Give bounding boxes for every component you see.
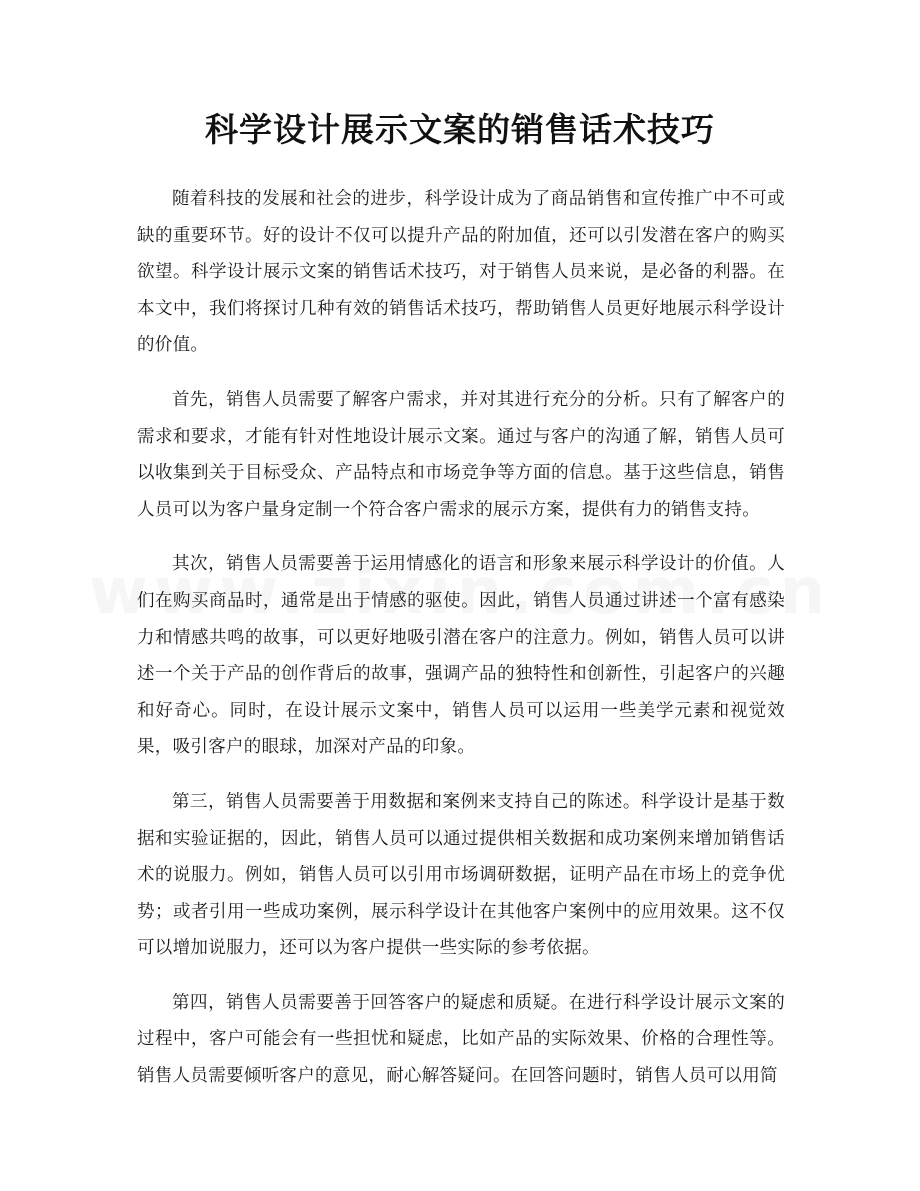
- document-title: 科学设计展示文案的销售话术技巧: [205, 110, 715, 149]
- paragraph-intro: 随着科技的发展和社会的进步，科学设计成为了商品销售和宣传推广中不可或缺的重要环节。好的设计不仅可以提升产品的附加值，还可以引发潜在客户的购买欲望。科学设计展示文案的销售话术技巧，对于销售人员来说，是必备的利器。在本文中，我们将探讨几种有效的销售话术技巧，帮助销售人员更好地展示科学设计的价值。: [137, 189, 785, 356]
- paragraph-second: 其次，销售人员需要善于运用情感化的语言和形象来展示科学设计的价值。人们在购买商品时，通常是出于情感的驱使。因此，销售人员通过讲述一个富有感染力和情感共鸣的故事，可以更好地吸引潜在客户的注意力。例如，销售人员可以讲述一个关于产品的创作背后的故事，强调产品的独特性和创新性，引起客户的兴趣和好奇心。同时，在设计展示文案中，销售人员可以运用一些美学元素和视觉效果，吸引客户的眼球，加深对产品的印象。: [137, 554, 785, 758]
- document-body: [137, 181, 785, 1113]
- paragraph-first: 首先，销售人员需要了解客户需求，并对其进行充分的分析。只有了解客户的需求和要求，才能有针对性地设计展示文案。通过与客户的沟通了解，销售人员可以收集到关于目标受众、产品特点和市场竞争等方面的信息。基于这些信息，销售人员可以为客户量身定制一个符合客户需求的展示方案，提供有力的销售支持。: [137, 389, 785, 520]
- paragraph-fourth: 第四，销售人员需要善于回答客户的疑虑和质疑。在进行科学设计展示文案的过程中，客户可能会有一些担忧和疑虑，比如产品的实际效果、价格的合理性等。销售人员需要倾听客户的意见，耐心解答疑问。在回答问题时，销售人员可以用简: [137, 992, 785, 1087]
- paragraph-third: 第三，销售人员需要善于用数据和案例来支持自己的陈述。科学设计是基于数据和实验证据的，因此，销售人员可以通过提供相关数据和成功案例来增加销售话术的说服力。例如，销售人员可以引用市场调研数据，证明产品在市场上的竞争优势；或者引用一些成功案例，展示科学设计在其他客户案例中的应用效果。这不仅可以增加说服力，还可以为客户提供一些实际的参考依据。: [137, 791, 785, 959]
